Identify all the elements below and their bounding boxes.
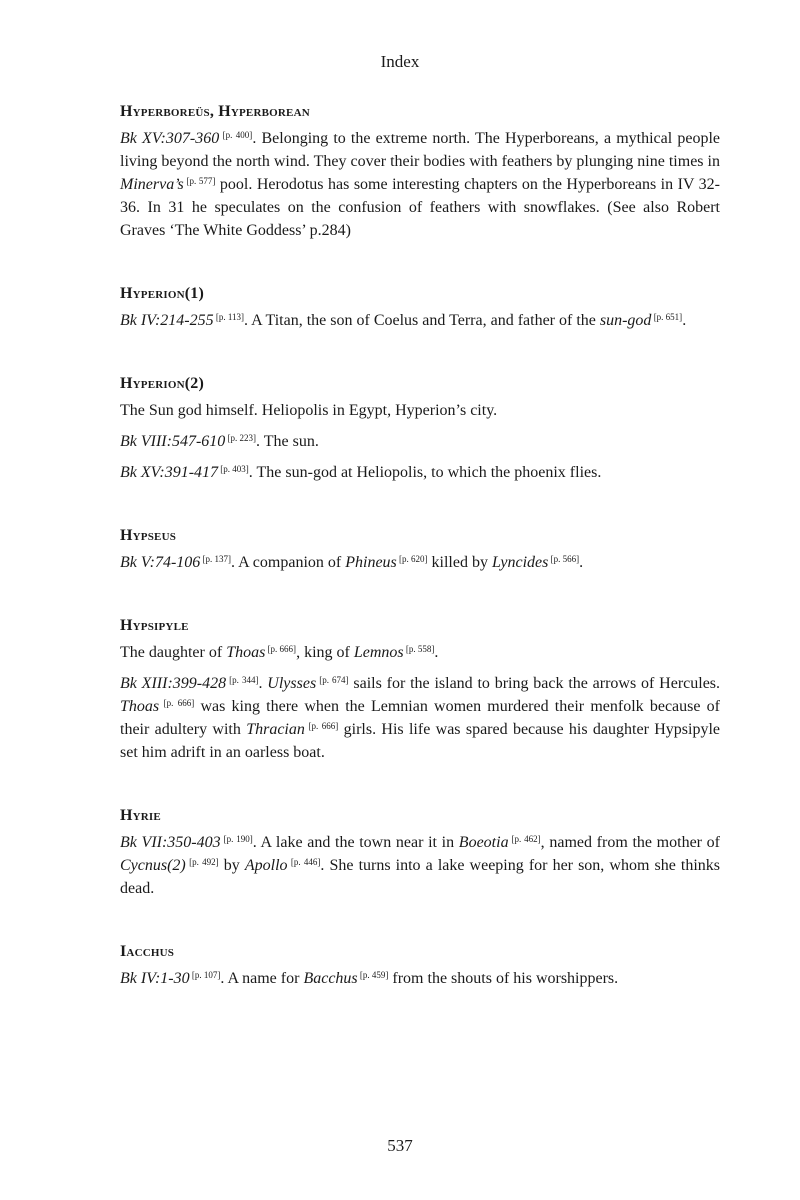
italic-reference: Bk VII:350-403 <box>120 834 221 851</box>
entry-title: Hypseus <box>120 527 177 544</box>
italic-reference: Bk XV:307-360 <box>120 130 220 147</box>
page-reference-link[interactable]: [p. 577] <box>183 176 216 186</box>
page-reference-link[interactable]: [p. 566] <box>548 554 580 564</box>
entry-paragraph <box>120 309 720 332</box>
entry-paragraph <box>120 831 720 900</box>
body-text: . Belonging to the extreme north. The Hyperboreans, a mythical people living beyond the north wind. They cover their bodies with feathers by plunging nine times in <box>120 130 721 170</box>
page-reference-link[interactable]: [p. 223] <box>225 433 257 443</box>
body-text: . She turns into a lake weeping for her son, whom she thinks dead. <box>120 857 720 897</box>
body-text: . A companion of <box>231 554 346 571</box>
italic-reference: Bk IV:1-30 <box>120 970 190 987</box>
body-text: . A name for <box>220 970 304 987</box>
italic-reference: Thracian <box>246 721 305 738</box>
page-reference-link[interactable]: [p. 666] <box>159 698 195 708</box>
page-reference-link[interactable]: [p. 400] <box>219 130 253 140</box>
body-text: , king of <box>296 644 354 661</box>
body-text: . <box>434 644 439 661</box>
entry-title: Hyperion(1) <box>120 285 205 302</box>
index-entry <box>120 524 720 574</box>
body-text: The daughter of <box>120 644 227 661</box>
page-reference-link[interactable]: [p. 459] <box>357 970 389 980</box>
page-number: 537 <box>387 1136 413 1155</box>
page-reference-link[interactable]: [p. 462] <box>508 834 541 844</box>
italic-reference: sun-god <box>599 312 652 329</box>
page-reference-link[interactable]: [p. 190] <box>220 834 253 844</box>
page-header: Index <box>380 52 420 71</box>
index-entry <box>120 372 720 484</box>
italic-reference: Thoas <box>226 644 266 661</box>
entry-paragraph <box>120 430 720 453</box>
body-text: by <box>218 857 245 874</box>
index-entry <box>120 614 720 764</box>
italic-reference: Lyncides <box>491 554 549 571</box>
index-content <box>120 100 720 1030</box>
body-text: sails for the island to bring back the arrows of Hercules. <box>348 675 721 692</box>
page-reference-link[interactable]: [p. 403] <box>218 464 249 474</box>
italic-reference: Ulysses <box>267 675 317 692</box>
page-reference-link[interactable]: [p. 666] <box>304 721 339 731</box>
body-text: killed by <box>427 554 492 571</box>
body-text: The Sun god himself. Heliopolis in Egypt, Hyperion’s city. <box>120 402 498 419</box>
page-reference-link[interactable]: [p. 113] <box>213 312 245 322</box>
body-text: . A lake and the town near it in <box>252 834 459 851</box>
italic-reference: Bk XV:391-417 <box>120 464 219 481</box>
italic-reference: Apollo <box>244 857 288 874</box>
page-reference-link[interactable]: [p. 558] <box>403 644 435 654</box>
italic-reference: Thoas <box>120 698 160 715</box>
index-entry <box>120 282 720 332</box>
entry-paragraph <box>120 641 720 664</box>
page-reference-link[interactable]: [p. 344] <box>226 675 259 685</box>
entry-paragraph <box>120 461 720 484</box>
italic-reference: Bk IV:214-255 <box>120 312 214 329</box>
body-text: , named from the mother of <box>540 834 721 851</box>
italic-reference: Lemnos <box>353 644 404 661</box>
body-text: was king there when the Lemnian women murdered their menfolk because of their adultery with <box>120 698 720 738</box>
entry-title: Hyrie <box>120 807 161 824</box>
body-text: pool. Herodotus has some interesting chapters on the Hyperboreans in IV 32-36. In 31 he speculates on the confusion of feathers with snowflakes. (See also Robert Graves ‘The White Goddess’ p.284) <box>120 176 721 239</box>
body-text: . A Titan, the son of Coelus and Terra, and father of the <box>244 312 600 329</box>
index-entry <box>120 804 720 900</box>
body-text: girls. His life was spared because his daughter Hypsipyle set him adrift in an oarless boat. <box>120 721 721 761</box>
italic-reference: Bacchus <box>303 970 358 987</box>
body-text: from the shouts of his worshippers. <box>388 970 619 987</box>
page-reference-link[interactable]: [p. 674] <box>316 675 349 685</box>
entry-title: Hyperboreüs, Hyperborean <box>120 103 310 120</box>
italic-reference: Bk V:74-106 <box>120 554 201 571</box>
entry-paragraph <box>120 967 720 990</box>
body-text: . <box>258 675 268 692</box>
body-text: . <box>682 312 687 329</box>
page-reference-link[interactable]: [p. 137] <box>200 554 232 564</box>
body-text: . <box>579 554 584 571</box>
entry-title: Iacchus <box>120 943 175 960</box>
index-entry <box>120 100 720 242</box>
italic-reference: Bk VIII:547-610 <box>120 433 226 450</box>
italic-reference: Minerva’s <box>120 176 184 193</box>
body-text: . The sun. <box>256 433 319 450</box>
page-reference-link[interactable]: [p. 492] <box>185 857 219 867</box>
entry-paragraph <box>120 672 720 764</box>
italic-reference: Cycnus(2) <box>120 857 186 874</box>
page-reference-link[interactable]: [p. 666] <box>265 644 297 654</box>
page-reference-link[interactable]: [p. 651] <box>651 312 683 322</box>
body-text: . The sun-god at Heliopolis, to which the phoenix flies. <box>248 464 602 481</box>
italic-reference: Bk XIII:399-428 <box>120 675 227 692</box>
italic-reference: Boeotia <box>458 834 509 851</box>
entry-title: Hyperion(2) <box>120 375 205 392</box>
italic-reference: Phineus <box>345 554 397 571</box>
index-entry <box>120 940 720 990</box>
page-reference-link[interactable]: [p. 107] <box>189 970 221 980</box>
entry-paragraph <box>120 399 720 422</box>
entry-title: Hypsipyle <box>120 617 189 634</box>
page-reference-link[interactable]: [p. 446] <box>287 857 321 867</box>
page-reference-link[interactable]: [p. 620] <box>396 554 428 564</box>
entry-paragraph <box>120 127 720 242</box>
entry-paragraph <box>120 551 720 574</box>
